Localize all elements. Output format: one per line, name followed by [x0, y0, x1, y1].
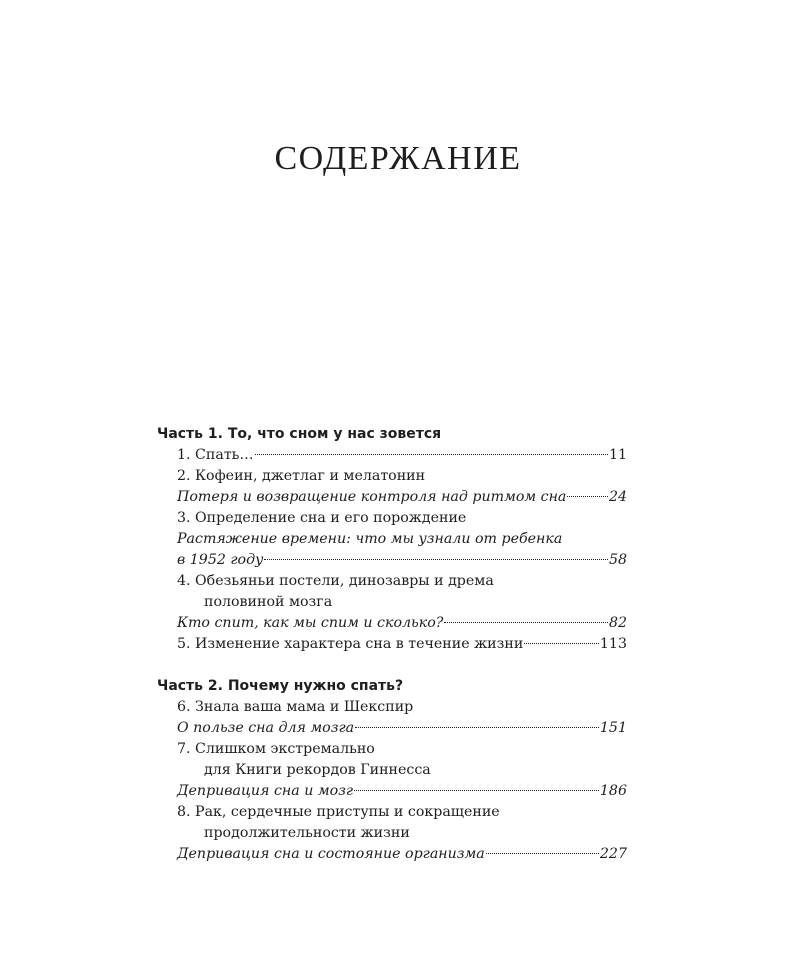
chapter-subtitle: Кто спит, как мы спим и сколько? [177, 615, 444, 631]
chapter-title: 5. Изменение характера сна в течение жизни [177, 636, 524, 652]
chapter-title: 4. Обезьяньи постели, динозавры и дрема [177, 573, 494, 589]
part-1-heading: Часть 1. То, что сном у нас зовется [157, 426, 442, 442]
chapter-title: 6. Знала ваша мама и Шекспир [177, 699, 414, 715]
toc-entry-chapter-8-cont[interactable] [157, 823, 627, 844]
chapter-subtitle-continued: в 1952 году [177, 552, 264, 568]
toc-entry-subtitle-4[interactable] [157, 613, 627, 634]
page-number: 151 [599, 720, 627, 736]
toc-entry-subtitle-2[interactable] [157, 487, 627, 508]
toc-entry-subtitle-6[interactable] [157, 718, 627, 739]
toc-entry-chapter-4[interactable] [157, 571, 627, 592]
page-number: 24 [608, 489, 627, 505]
dot-leader [354, 790, 599, 791]
toc-entry-chapter-7[interactable] [157, 739, 627, 760]
dot-leader [255, 454, 608, 455]
toc-entry-chapter-2[interactable] [157, 466, 627, 487]
chapter-title-continued: для Книги рекордов Гиннесса [204, 762, 431, 778]
page-number: 227 [599, 846, 627, 862]
dot-leader [486, 853, 599, 854]
toc-entry-subtitle-3-cont[interactable] [157, 550, 627, 571]
toc-entry-chapter-3[interactable] [157, 508, 627, 529]
page-number: 186 [599, 783, 627, 799]
chapter-title: 8. Рак, сердечные приступы и сокращение [177, 804, 500, 820]
dot-leader [524, 643, 599, 644]
dot-leader [444, 622, 608, 623]
table-of-contents [157, 424, 627, 865]
toc-entry-chapter-7-cont[interactable] [157, 760, 627, 781]
part-spacer [157, 655, 627, 676]
page-number: 113 [599, 636, 627, 652]
page-title: СОДЕРЖАНИЕ [274, 140, 522, 177]
chapter-subtitle: Депривация сна и состояние организма [177, 846, 485, 862]
toc-entry-chapter-4-cont[interactable] [157, 592, 627, 613]
chapter-title: 7. Слишком экстремально [177, 741, 375, 757]
dot-leader [264, 559, 608, 560]
chapter-title-continued: половиной мозга [204, 594, 333, 610]
toc-entry-chapter-5[interactable] [157, 634, 627, 655]
chapter-subtitle: Растяжение времени: что мы узнали от ребенка [177, 531, 563, 547]
toc-entry-subtitle-3[interactable] [157, 529, 627, 550]
toc-entry-subtitle-8[interactable] [157, 844, 627, 865]
toc-entry-chapter-1[interactable] [157, 445, 627, 466]
dot-leader [355, 727, 599, 728]
toc-entry-chapter-6[interactable] [157, 697, 627, 718]
page-number: 11 [608, 447, 627, 463]
chapter-subtitle: Потеря и возвращение контроля над ритмом сна [177, 489, 567, 505]
chapter-title: 3. Определение сна и его порождение [177, 510, 467, 526]
chapter-title: 1. Спать… [177, 447, 254, 463]
chapter-title: 2. Кофеин, джетлаг и мелатонин [177, 468, 426, 484]
toc-entry-chapter-8[interactable] [157, 802, 627, 823]
part-2-heading: Часть 2. Почему нужно спать? [157, 678, 404, 694]
toc-entry-subtitle-7[interactable] [157, 781, 627, 802]
chapter-subtitle: Депривация сна и мозг [177, 783, 354, 799]
chapter-subtitle: О пользе сна для мозга [177, 720, 355, 736]
chapter-title-continued: продолжительности жизни [204, 825, 410, 841]
page-number: 82 [608, 615, 627, 631]
page-number: 58 [608, 552, 627, 568]
dot-leader [567, 496, 608, 497]
